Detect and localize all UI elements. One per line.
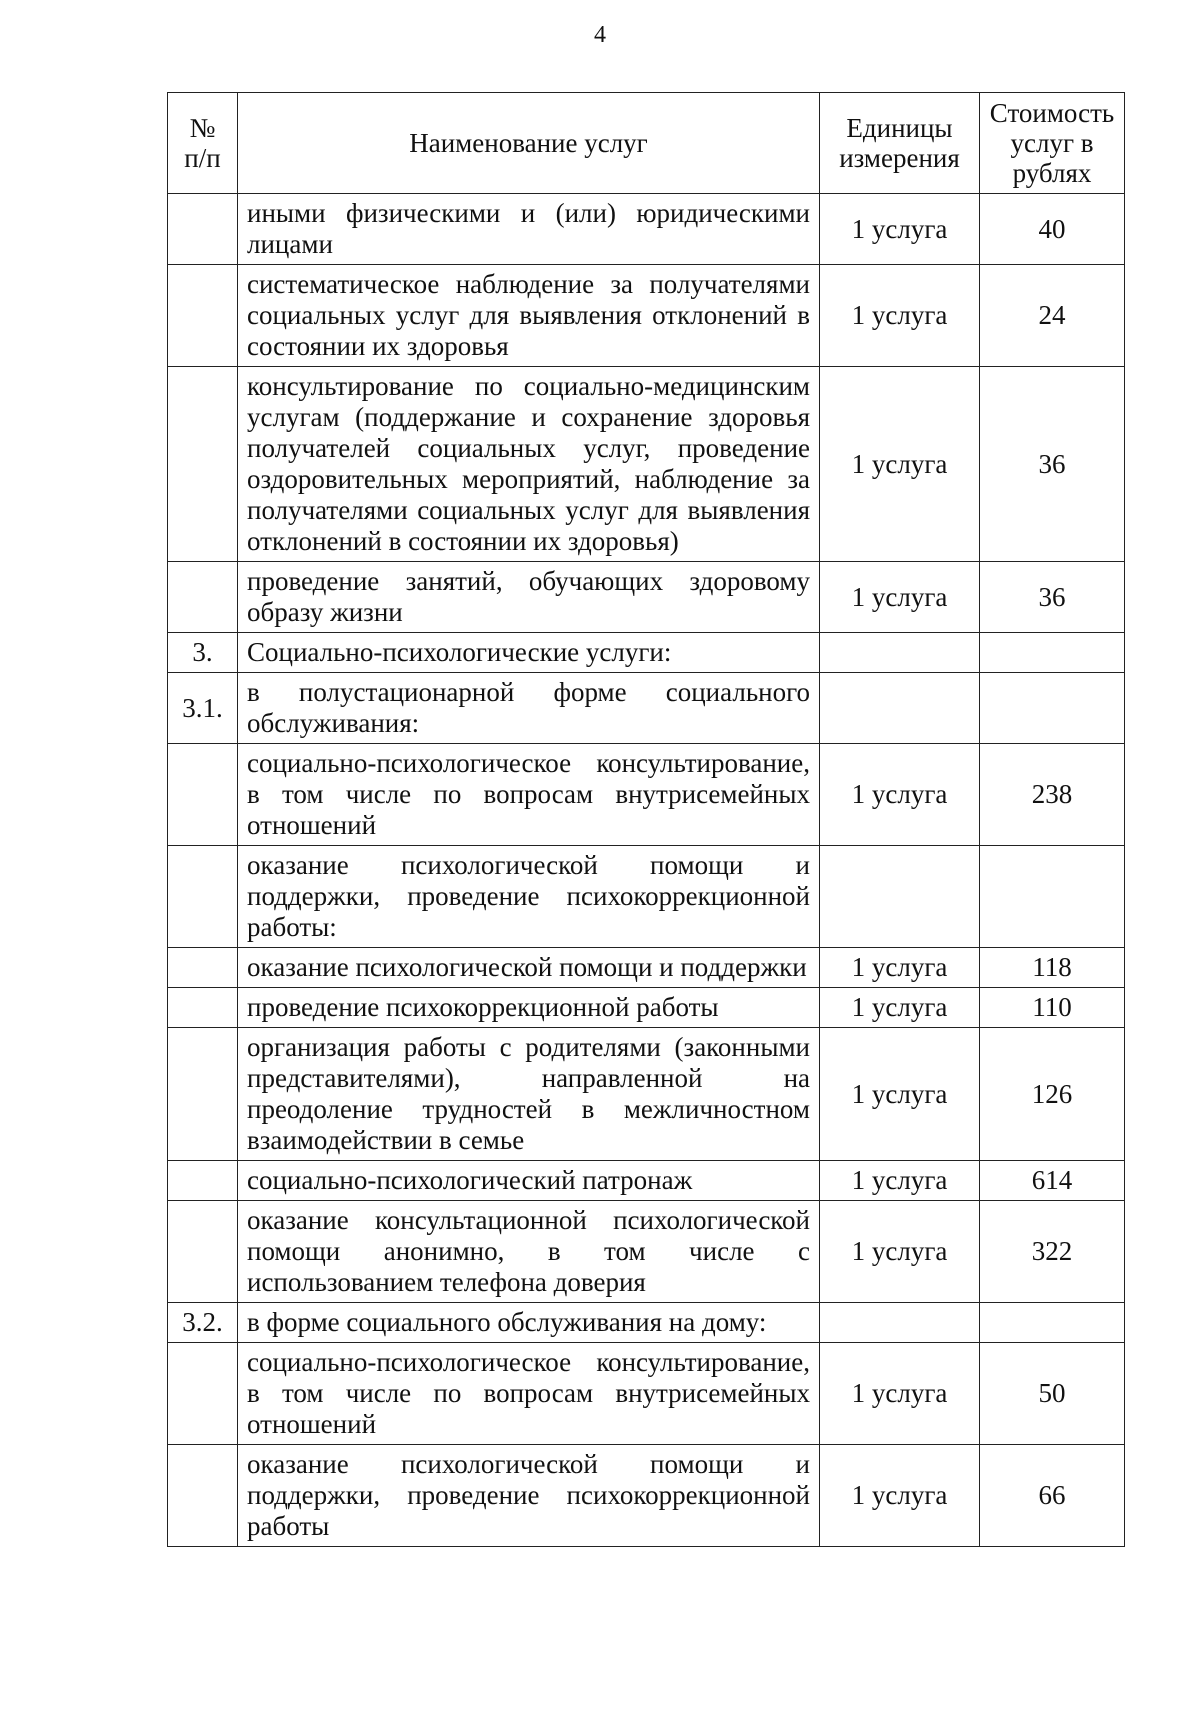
row-num bbox=[168, 948, 238, 988]
row-service-name: организация работы с родителями (законными представителями), направленной на преодоление трудностей в межличностном взаимодействии в семье bbox=[238, 1028, 820, 1161]
header-num: № п/п bbox=[168, 93, 238, 194]
row-unit: 1 услуга bbox=[820, 265, 980, 367]
row-cost: 36 bbox=[980, 562, 1125, 633]
row-num bbox=[168, 1445, 238, 1547]
row-service-name: проведение занятий, обучающих здоровому образу жизни bbox=[238, 562, 820, 633]
row-num bbox=[168, 1201, 238, 1303]
row-service-name: проведение психокоррекционной работы bbox=[238, 988, 820, 1028]
table-row bbox=[168, 1201, 1125, 1303]
row-service-name: систематическое наблюдение за получателями социальных услуг для выявления отклонений в состоянии их здоровья bbox=[238, 265, 820, 367]
table-row bbox=[168, 744, 1125, 846]
row-unit bbox=[820, 846, 980, 948]
row-num: 3.1. bbox=[168, 673, 238, 744]
row-cost: 66 bbox=[980, 1445, 1125, 1547]
table-row bbox=[168, 988, 1125, 1028]
row-num bbox=[168, 1343, 238, 1445]
row-service-name: социально-психологическое консультирование, в том числе по вопросам внутрисемейных отношений bbox=[238, 1343, 820, 1445]
row-cost: 126 bbox=[980, 1028, 1125, 1161]
row-num: 3.2. bbox=[168, 1303, 238, 1343]
row-num bbox=[168, 367, 238, 562]
table-body bbox=[168, 194, 1125, 1547]
table-row bbox=[168, 633, 1125, 673]
row-num bbox=[168, 1028, 238, 1161]
row-cost: 614 bbox=[980, 1161, 1125, 1201]
row-num bbox=[168, 265, 238, 367]
row-service-name: консультирование по социально-медицинским услугам (поддержание и сохранение здоровья получателей социальных услуг, проведение оздоровительных мероприятий, наблюдение за получателями социальных услуг для выявления отклонений в состоянии их здоровья) bbox=[238, 367, 820, 562]
row-unit: 1 услуга bbox=[820, 1445, 980, 1547]
page-number: 4 bbox=[594, 22, 606, 48]
table-row bbox=[168, 265, 1125, 367]
table-row bbox=[168, 1445, 1125, 1547]
row-cost bbox=[980, 1303, 1125, 1343]
row-cost: 36 bbox=[980, 367, 1125, 562]
header-cost: Стоимость услуг в рублях bbox=[980, 93, 1125, 194]
row-num: 3. bbox=[168, 633, 238, 673]
header-name: Наименование услуг bbox=[238, 93, 820, 194]
table-row bbox=[168, 194, 1125, 265]
row-unit bbox=[820, 1303, 980, 1343]
table-row bbox=[168, 673, 1125, 744]
row-service-name: оказание психологической помощи и поддержки bbox=[238, 948, 820, 988]
row-unit bbox=[820, 633, 980, 673]
table-header-row bbox=[168, 93, 1125, 194]
row-cost bbox=[980, 633, 1125, 673]
table-row bbox=[168, 1028, 1125, 1161]
table-row bbox=[168, 367, 1125, 562]
row-cost: 238 bbox=[980, 744, 1125, 846]
row-service-name: иными физическими и (или) юридическими лицами bbox=[238, 194, 820, 265]
row-service-name: Социально-психологические услуги: bbox=[238, 633, 820, 673]
table-row bbox=[168, 1343, 1125, 1445]
row-service-name: социально-психологическое консультирование, в том числе по вопросам внутрисемейных отношений bbox=[238, 744, 820, 846]
row-num bbox=[168, 194, 238, 265]
row-cost: 110 bbox=[980, 988, 1125, 1028]
row-service-name: оказание психологической помощи и поддержки, проведение психокоррекционной работы bbox=[238, 1445, 820, 1547]
table-row bbox=[168, 846, 1125, 948]
row-unit: 1 услуга bbox=[820, 194, 980, 265]
row-num bbox=[168, 988, 238, 1028]
row-unit: 1 услуга bbox=[820, 1343, 980, 1445]
row-service-name: оказание консультационной психологической помощи анонимно, в том числе с использованием телефона доверия bbox=[238, 1201, 820, 1303]
row-num bbox=[168, 562, 238, 633]
table-row bbox=[168, 1161, 1125, 1201]
row-unit: 1 услуга bbox=[820, 1201, 980, 1303]
row-unit: 1 услуга bbox=[820, 744, 980, 846]
row-unit: 1 услуга bbox=[820, 1161, 980, 1201]
row-num bbox=[168, 744, 238, 846]
row-cost bbox=[980, 673, 1125, 744]
table-row bbox=[168, 948, 1125, 988]
row-cost: 50 bbox=[980, 1343, 1125, 1445]
table-row bbox=[168, 1303, 1125, 1343]
services-price-table bbox=[167, 92, 1125, 1547]
row-unit: 1 услуга bbox=[820, 562, 980, 633]
row-service-name: социально-психологический патронаж bbox=[238, 1161, 820, 1201]
row-unit bbox=[820, 673, 980, 744]
row-cost: 24 bbox=[980, 265, 1125, 367]
row-unit: 1 услуга bbox=[820, 988, 980, 1028]
row-cost: 40 bbox=[980, 194, 1125, 265]
row-unit: 1 услуга bbox=[820, 948, 980, 988]
row-service-name: оказание психологической помощи и поддержки, проведение психокоррекционной работы: bbox=[238, 846, 820, 948]
row-num bbox=[168, 846, 238, 948]
row-num bbox=[168, 1161, 238, 1201]
row-service-name: в форме социального обслуживания на дому: bbox=[238, 1303, 820, 1343]
header-unit: Единицы измерения bbox=[820, 93, 980, 194]
row-cost: 118 bbox=[980, 948, 1125, 988]
row-service-name: в полустационарной форме социального обслуживания: bbox=[238, 673, 820, 744]
row-unit: 1 услуга bbox=[820, 367, 980, 562]
row-cost: 322 bbox=[980, 1201, 1125, 1303]
row-cost bbox=[980, 846, 1125, 948]
table-row bbox=[168, 562, 1125, 633]
row-unit: 1 услуга bbox=[820, 1028, 980, 1161]
